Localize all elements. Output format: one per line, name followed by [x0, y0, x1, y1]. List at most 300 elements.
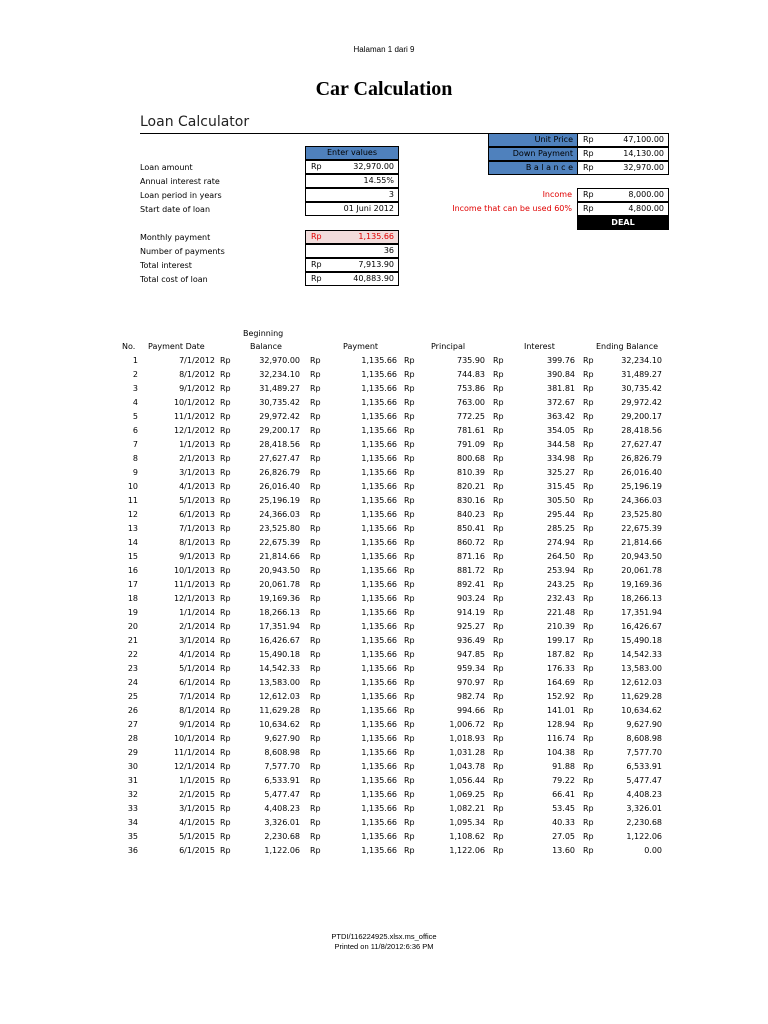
- currency-label: Rp: [404, 454, 415, 463]
- beginning-balance: 6,533.91: [264, 776, 300, 785]
- principal-amount: 1,095.34: [449, 818, 485, 827]
- income-box[interactable]: [577, 188, 669, 202]
- principal-amount: 744.83: [457, 370, 485, 379]
- currency-label: Rp: [404, 846, 415, 855]
- currency-label: Rp: [310, 384, 321, 393]
- currency-label: Rp: [493, 594, 504, 603]
- currency-label: Rp: [583, 356, 594, 365]
- payment-amount: 1,135.66: [361, 440, 397, 449]
- ending-balance: 25,196.19: [621, 482, 662, 491]
- beginning-balance: 31,489.27: [259, 384, 300, 393]
- beginning-balance: 26,826.79: [259, 468, 300, 477]
- row-number: 24: [127, 678, 138, 687]
- currency-label: Rp: [220, 496, 231, 505]
- currency-label: Rp: [310, 678, 321, 687]
- total-cost-value: 40,883.90: [353, 274, 394, 283]
- currency-label: Rp: [404, 384, 415, 393]
- principal-amount: 936.49: [457, 636, 485, 645]
- payment-amount: 1,135.66: [361, 650, 397, 659]
- currency-label: Rp: [493, 622, 504, 631]
- currency-label: Rp: [404, 496, 415, 505]
- table-row: [0, 678, 768, 692]
- ending-balance: 3,326.01: [626, 804, 662, 813]
- beginning-balance: 17,351.94: [259, 622, 300, 631]
- currency-label: Rp: [310, 496, 321, 505]
- beginning-balance: 23,525.80: [259, 524, 300, 533]
- payment-date: 10/1/2014: [173, 734, 215, 743]
- header-date: Payment Date: [148, 342, 205, 351]
- row-number: 10: [127, 482, 138, 491]
- currency-label: Rp: [220, 412, 231, 421]
- row-number: 22: [127, 650, 138, 659]
- currency-label: Rp: [220, 538, 231, 547]
- table-row: [0, 818, 768, 832]
- currency-label: Rp: [493, 608, 504, 617]
- ending-balance: 26,826.79: [621, 454, 662, 463]
- payment-date: 1/1/2014: [179, 608, 215, 617]
- currency-label: Rp: [493, 454, 504, 463]
- currency-label: Rp: [310, 776, 321, 785]
- currency-label: Rp: [310, 706, 321, 715]
- row-number: 1: [132, 356, 138, 365]
- beginning-balance: 26,016.40: [259, 482, 300, 491]
- currency-label: Rp: [310, 692, 321, 701]
- beginning-balance: 25,196.19: [259, 496, 300, 505]
- section-title: Loan Calculator: [140, 114, 250, 130]
- total-cost-box: [305, 272, 399, 286]
- payment-amount: 1,135.66: [361, 356, 397, 365]
- beginning-balance: 18,266.13: [259, 608, 300, 617]
- principal-amount: 982.74: [457, 692, 485, 701]
- ending-balance: 22,675.39: [621, 524, 662, 533]
- currency-label: Rp: [583, 580, 594, 589]
- balance-label: B a l a n c e: [488, 161, 578, 175]
- ending-balance: 28,418.56: [621, 426, 662, 435]
- deal-badge: DEAL: [577, 216, 669, 230]
- currency-label: Rp: [583, 135, 594, 144]
- currency-label: Rp: [220, 818, 231, 827]
- beginning-balance: 32,970.00: [259, 356, 300, 365]
- currency-label: Rp: [220, 594, 231, 603]
- income-label: Income: [542, 190, 572, 199]
- down-payment-label: Down Payment: [488, 147, 578, 161]
- currency-label: Rp: [583, 664, 594, 673]
- loan-amount-field[interactable]: [305, 160, 399, 174]
- principal-amount: 1,031.28: [449, 748, 485, 757]
- start-field[interactable]: [305, 202, 399, 216]
- payment-amount: 1,135.66: [361, 454, 397, 463]
- principal-amount: 959.34: [457, 664, 485, 673]
- table-row: [0, 594, 768, 608]
- beginning-balance: 2,230.68: [264, 832, 300, 841]
- table-row: [0, 734, 768, 748]
- principal-amount: 772.25: [457, 412, 485, 421]
- currency-label: Rp: [311, 162, 322, 171]
- currency-label: Rp: [493, 832, 504, 841]
- ending-balance: 5,477.47: [626, 776, 662, 785]
- currency-label: Rp: [493, 510, 504, 519]
- currency-label: Rp: [404, 426, 415, 435]
- currency-label: Rp: [583, 804, 594, 813]
- row-number: 34: [127, 818, 138, 827]
- table-row: [0, 356, 768, 370]
- header-ending: Ending Balance: [596, 342, 659, 351]
- table-row: [0, 566, 768, 580]
- ending-balance: 32,234.10: [621, 356, 662, 365]
- currency-label: Rp: [583, 790, 594, 799]
- payment-amount: 1,135.66: [361, 552, 397, 561]
- row-number: 4: [132, 398, 138, 407]
- row-number: 16: [127, 566, 138, 575]
- monthly-payment-box: [305, 230, 399, 244]
- beginning-balance: 22,675.39: [259, 538, 300, 547]
- interest-amount: 295.44: [547, 510, 575, 519]
- table-row: [0, 538, 768, 552]
- currency-label: Rp: [583, 149, 594, 158]
- interest-amount: 176.33: [547, 664, 575, 673]
- currency-label: Rp: [310, 622, 321, 631]
- header-interest: Interest: [524, 342, 555, 351]
- row-number: 6: [132, 426, 138, 435]
- ending-balance: 13,583.00: [621, 664, 662, 673]
- payment-date: 12/1/2013: [173, 594, 215, 603]
- principal-amount: 1,043.78: [449, 762, 485, 771]
- currency-label: Rp: [310, 524, 321, 533]
- currency-label: Rp: [310, 846, 321, 855]
- interest-amount: 381.81: [547, 384, 575, 393]
- currency-label: Rp: [404, 538, 415, 547]
- rate-label: Annual interest rate: [140, 177, 220, 186]
- principal-amount: 735.90: [457, 356, 485, 365]
- footer-printed: Printed on 11/8/2012:6:36 PM: [334, 942, 434, 951]
- down-payment-box[interactable]: [577, 147, 669, 161]
- currency-label: Rp: [493, 706, 504, 715]
- currency-label: Rp: [310, 664, 321, 673]
- currency-label: Rp: [583, 163, 594, 172]
- row-number: 32: [127, 790, 138, 799]
- principal-amount: 840.23: [457, 510, 485, 519]
- principal-amount: 810.39: [457, 468, 485, 477]
- currency-label: Rp: [493, 636, 504, 645]
- payment-date: 5/1/2015: [179, 832, 215, 841]
- table-row: [0, 762, 768, 776]
- ending-balance: 16,426.67: [621, 622, 662, 631]
- ending-balance: 8,608.98: [626, 734, 662, 743]
- currency-label: Rp: [583, 706, 594, 715]
- payment-amount: 1,135.66: [361, 538, 397, 547]
- currency-label: Rp: [493, 748, 504, 757]
- currency-label: Rp: [311, 274, 322, 283]
- table-row: [0, 468, 768, 482]
- interest-amount: 128.94: [547, 720, 575, 729]
- row-number: 28: [127, 734, 138, 743]
- payment-amount: 1,135.66: [361, 846, 397, 855]
- principal-amount: 860.72: [457, 538, 485, 547]
- currency-label: Rp: [583, 720, 594, 729]
- currency-label: Rp: [583, 412, 594, 421]
- currency-label: Rp: [404, 832, 415, 841]
- ending-balance: 29,972.42: [621, 398, 662, 407]
- currency-label: Rp: [220, 720, 231, 729]
- currency-label: Rp: [583, 608, 594, 617]
- currency-label: Rp: [404, 790, 415, 799]
- row-number: 13: [127, 524, 138, 533]
- currency-label: Rp: [583, 762, 594, 771]
- table-row: [0, 608, 768, 622]
- rate-value: 14.55%: [363, 176, 394, 185]
- table-row: [0, 790, 768, 804]
- currency-label: Rp: [493, 356, 504, 365]
- header-principal: Principal: [431, 342, 466, 351]
- currency-label: Rp: [404, 650, 415, 659]
- payment-amount: 1,135.66: [361, 384, 397, 393]
- principal-amount: 903.24: [457, 594, 485, 603]
- table-row: [0, 622, 768, 636]
- currency-label: Rp: [310, 818, 321, 827]
- table-row: [0, 398, 768, 412]
- payment-amount: 1,135.66: [361, 566, 397, 575]
- currency-label: Rp: [583, 524, 594, 533]
- balance-value: 32,970.00: [623, 163, 664, 172]
- beginning-balance: 9,627.90: [264, 734, 300, 743]
- header-balance: Balance: [250, 342, 282, 351]
- currency-label: Rp: [220, 622, 231, 631]
- currency-label: Rp: [220, 482, 231, 491]
- currency-label: Rp: [404, 608, 415, 617]
- table-row: [0, 412, 768, 426]
- interest-amount: 372.67: [547, 398, 575, 407]
- principal-amount: 892.41: [457, 580, 485, 589]
- payment-amount: 1,135.66: [361, 706, 397, 715]
- currency-label: Rp: [404, 706, 415, 715]
- currency-label: Rp: [404, 566, 415, 575]
- ending-balance: 19,169.36: [621, 580, 662, 589]
- start-value: 01 Juni 2012: [343, 204, 394, 213]
- interest-amount: 390.84: [547, 370, 575, 379]
- currency-label: Rp: [404, 398, 415, 407]
- payment-date: 9/1/2014: [179, 720, 215, 729]
- payment-date: 4/1/2013: [179, 482, 215, 491]
- payment-date: 11/1/2012: [173, 412, 215, 421]
- payment-date: 5/1/2014: [179, 664, 215, 673]
- principal-amount: 970.97: [457, 678, 485, 687]
- principal-amount: 871.16: [457, 552, 485, 561]
- interest-amount: 141.01: [547, 706, 575, 715]
- currency-label: Rp: [493, 790, 504, 799]
- table-row: [0, 706, 768, 720]
- amortization-table: [0, 356, 768, 866]
- currency-label: Rp: [583, 552, 594, 561]
- rate-field[interactable]: [305, 174, 399, 188]
- payment-date: 2/1/2014: [179, 622, 215, 631]
- currency-label: Rp: [311, 232, 322, 241]
- interest-amount: 104.38: [547, 748, 575, 757]
- payment-amount: 1,135.66: [361, 608, 397, 617]
- currency-label: Rp: [404, 468, 415, 477]
- total-interest-label: Total interest: [140, 261, 192, 270]
- table-row: [0, 454, 768, 468]
- currency-label: Rp: [583, 748, 594, 757]
- currency-label: Rp: [583, 566, 594, 575]
- currency-label: Rp: [220, 804, 231, 813]
- row-number: 12: [127, 510, 138, 519]
- beginning-balance: 24,366.03: [259, 510, 300, 519]
- payment-date: 6/1/2015: [179, 846, 215, 855]
- currency-label: Rp: [220, 776, 231, 785]
- row-number: 26: [127, 706, 138, 715]
- interest-amount: 13.60: [552, 846, 575, 855]
- interest-amount: 253.94: [547, 566, 575, 575]
- currency-label: Rp: [310, 720, 321, 729]
- currency-label: Rp: [404, 692, 415, 701]
- principal-amount: 1,082.21: [449, 804, 485, 813]
- currency-label: Rp: [583, 776, 594, 785]
- currency-label: Rp: [493, 468, 504, 477]
- interest-amount: 334.98: [547, 454, 575, 463]
- ending-balance: 6,533.91: [626, 762, 662, 771]
- down-payment-value: 14,130.00: [623, 149, 664, 158]
- currency-label: Rp: [220, 384, 231, 393]
- beginning-balance: 30,735.42: [259, 398, 300, 407]
- currency-label: Rp: [220, 650, 231, 659]
- currency-label: Rp: [583, 190, 594, 199]
- row-number: 17: [127, 580, 138, 589]
- payment-date: 12/1/2014: [173, 762, 215, 771]
- payment-date: 5/1/2013: [179, 496, 215, 505]
- currency-label: Rp: [493, 846, 504, 855]
- header-beginning: Beginning: [243, 329, 284, 338]
- currency-label: Rp: [583, 832, 594, 841]
- payment-amount: 1,135.66: [361, 510, 397, 519]
- enter-values-header: Enter values: [305, 146, 399, 160]
- usable-income-value: 4,800.00: [628, 204, 664, 213]
- beginning-balance: 3,326.01: [264, 818, 300, 827]
- currency-label: Rp: [310, 398, 321, 407]
- currency-label: Rp: [404, 356, 415, 365]
- payment-amount: 1,135.66: [361, 580, 397, 589]
- row-number: 18: [127, 594, 138, 603]
- currency-label: Rp: [310, 454, 321, 463]
- currency-label: Rp: [583, 650, 594, 659]
- currency-label: Rp: [220, 748, 231, 757]
- beginning-balance: 14,542.33: [259, 664, 300, 673]
- beginning-balance: 7,577.70: [264, 762, 300, 771]
- payment-amount: 1,135.66: [361, 398, 397, 407]
- currency-label: Rp: [310, 482, 321, 491]
- table-row: [0, 846, 768, 860]
- currency-label: Rp: [404, 580, 415, 589]
- beginning-balance: 21,814.66: [259, 552, 300, 561]
- period-value: 3: [388, 190, 394, 199]
- beginning-balance: 20,943.50: [259, 566, 300, 575]
- principal-amount: 791.09: [457, 440, 485, 449]
- loan-amount-label: Loan amount: [140, 163, 193, 172]
- row-number: 30: [127, 762, 138, 771]
- row-number: 29: [127, 748, 138, 757]
- beginning-balance: 1,122.06: [264, 846, 300, 855]
- currency-label: Rp: [404, 482, 415, 491]
- payment-amount: 1,135.66: [361, 622, 397, 631]
- beginning-balance: 29,972.42: [259, 412, 300, 421]
- currency-label: Rp: [583, 510, 594, 519]
- beginning-balance: 28,418.56: [259, 440, 300, 449]
- interest-amount: 399.76: [547, 356, 575, 365]
- table-row: [0, 482, 768, 496]
- period-field[interactable]: [305, 188, 399, 202]
- table-row: [0, 720, 768, 734]
- principal-amount: 1,006.72: [449, 720, 485, 729]
- payment-amount: 1,135.66: [361, 636, 397, 645]
- payment-amount: 1,135.66: [361, 412, 397, 421]
- payment-amount: 1,135.66: [361, 804, 397, 813]
- currency-label: Rp: [310, 804, 321, 813]
- unit-price-box[interactable]: [577, 133, 669, 147]
- row-number: 19: [127, 608, 138, 617]
- beginning-balance: 29,200.17: [259, 426, 300, 435]
- currency-label: Rp: [220, 580, 231, 589]
- principal-amount: 1,056.44: [449, 776, 485, 785]
- principal-amount: 763.00: [457, 398, 485, 407]
- payment-date: 2/1/2013: [179, 454, 215, 463]
- payment-date: 4/1/2015: [179, 818, 215, 827]
- ending-balance: 21,814.66: [621, 538, 662, 547]
- row-number: 21: [127, 636, 138, 645]
- currency-label: Rp: [493, 692, 504, 701]
- interest-amount: 79.22: [552, 776, 575, 785]
- currency-label: Rp: [220, 832, 231, 841]
- ending-balance: 18,266.13: [621, 594, 662, 603]
- principal-amount: 820.21: [457, 482, 485, 491]
- table-row: [0, 804, 768, 818]
- currency-label: Rp: [493, 524, 504, 533]
- currency-label: Rp: [404, 804, 415, 813]
- balance-box: [577, 161, 669, 175]
- row-number: 33: [127, 804, 138, 813]
- interest-amount: 40.33: [552, 818, 575, 827]
- interest-amount: 27.05: [552, 832, 575, 841]
- principal-amount: 947.85: [457, 650, 485, 659]
- page-header: Halaman 1 dari 9: [353, 45, 415, 54]
- monthly-label: Monthly payment: [140, 233, 211, 242]
- payment-date: 10/1/2012: [173, 398, 215, 407]
- principal-amount: 914.19: [457, 608, 485, 617]
- principal-amount: 1,108.62: [449, 832, 485, 841]
- payment-amount: 1,135.66: [361, 818, 397, 827]
- currency-label: Rp: [493, 384, 504, 393]
- currency-label: Rp: [493, 566, 504, 575]
- currency-label: Rp: [404, 720, 415, 729]
- payment-date: 9/1/2013: [179, 552, 215, 561]
- interest-amount: 285.25: [547, 524, 575, 533]
- currency-label: Rp: [310, 566, 321, 575]
- principal-amount: 1,018.93: [449, 734, 485, 743]
- row-number: 9: [132, 468, 138, 477]
- beginning-balance: 27,627.47: [259, 454, 300, 463]
- interest-amount: 152.92: [547, 692, 575, 701]
- table-row: [0, 580, 768, 594]
- currency-label: Rp: [220, 440, 231, 449]
- currency-label: Rp: [583, 594, 594, 603]
- payment-date: 6/1/2014: [179, 678, 215, 687]
- payment-amount: 1,135.66: [361, 776, 397, 785]
- currency-label: Rp: [583, 734, 594, 743]
- beginning-balance: 32,234.10: [259, 370, 300, 379]
- ending-balance: 9,627.90: [626, 720, 662, 729]
- currency-label: Rp: [220, 762, 231, 771]
- ending-balance: 1,122.06: [626, 832, 662, 841]
- currency-label: Rp: [583, 622, 594, 631]
- payment-date: 11/1/2013: [173, 580, 215, 589]
